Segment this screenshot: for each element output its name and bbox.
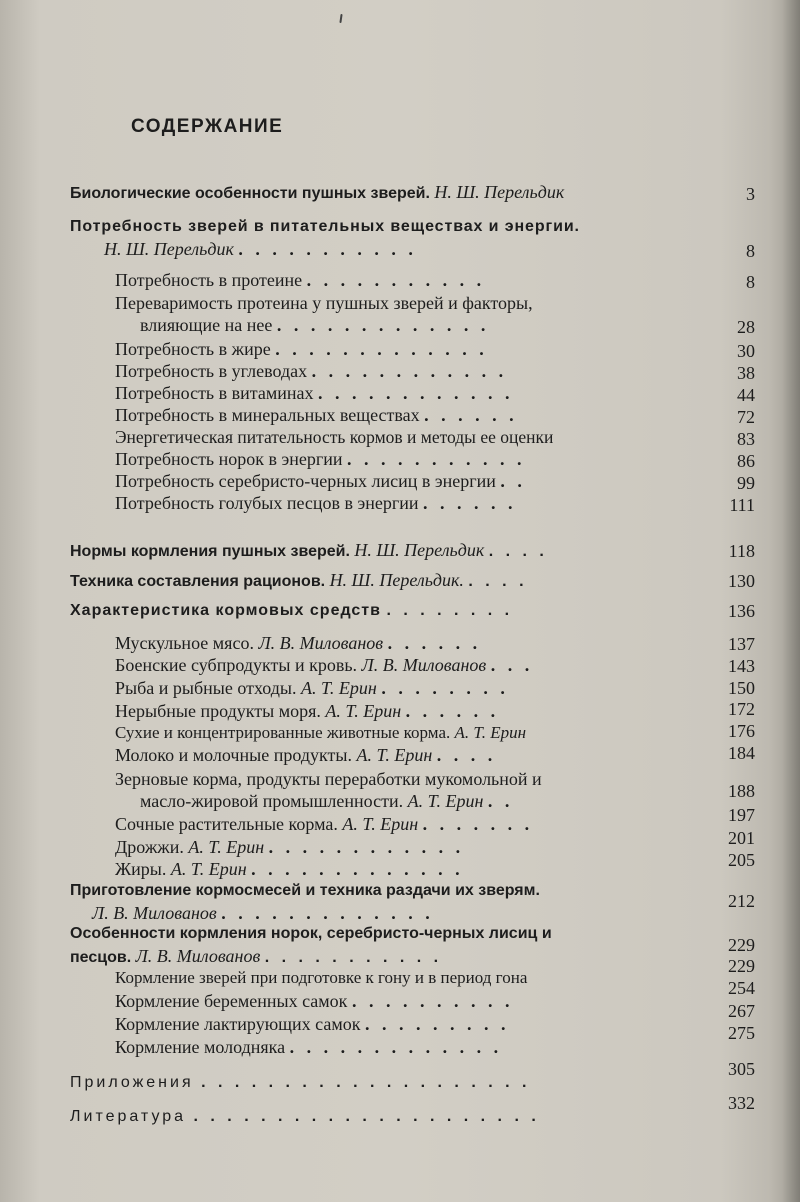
toc-page-number: 150 bbox=[728, 678, 755, 698]
toc-page-number: 267 bbox=[728, 1001, 755, 1021]
toc-subentry: Жиры. А. Т. Ерин . . . . . . . . . . . . . bbox=[115, 859, 464, 879]
toc-page-number: 205 bbox=[728, 850, 755, 870]
page-edge-shadow bbox=[782, 0, 800, 1202]
toc-page-number: 8 bbox=[746, 272, 755, 292]
toc-subentry: Потребность в жире . . . . . . . . . . . . . bbox=[115, 339, 488, 359]
toc-subentry: Сухие и концентрированные животные корма. А. Т. Ерин bbox=[115, 723, 527, 742]
toc-page-number: 197 bbox=[728, 805, 755, 825]
toc-subentry: Переваримость протеина у пушных зверей и факторы, bbox=[115, 293, 533, 313]
toc-entry-author: Л. В. Милованов . . . . . . . . . . . . . bbox=[92, 903, 434, 923]
toc-entry-continued: песцов. Л. В. Милованов . . . . . . . . . . . bbox=[70, 946, 443, 966]
toc-page-number: 136 bbox=[728, 601, 755, 621]
toc-page-number: 111 bbox=[729, 495, 755, 515]
toc-entry: Биологические особенности пушных зверей. Н. Ш. Перельдик bbox=[70, 182, 565, 202]
toc-subentry: Кормление лактирующих самок . . . . . . . . . bbox=[115, 1014, 510, 1034]
toc-page-number: 99 bbox=[737, 473, 755, 493]
toc-subentry: Дрожжи. А. Т. Ерин . . . . . . . . . . . . bbox=[115, 837, 465, 857]
toc-entry: Потребность зверей в питательных веществах и энергии. bbox=[70, 218, 580, 235]
toc-page-number: 83 bbox=[737, 429, 755, 449]
toc-subentry: Потребность в минеральных веществах . . . . . . bbox=[115, 405, 518, 425]
toc-page-number: 172 bbox=[728, 699, 755, 719]
toc-subentry: Рыба и рыбные отходы. А. Т. Ерин . . . . . . . . bbox=[115, 678, 509, 698]
toc-subentry: Потребность голубых песцов в энергии . . . . . . bbox=[115, 493, 517, 513]
toc-page-number: 305 bbox=[728, 1059, 755, 1079]
toc-subentry: Кормление беременных самок . . . . . . . . . . bbox=[115, 991, 514, 1011]
toc-page-number: 188 bbox=[728, 781, 755, 801]
toc-subentry: Зерновые корма, продукты переработки мукомольной и bbox=[115, 769, 542, 789]
toc-page-number: 212 bbox=[728, 891, 755, 911]
toc-subentry: Молоко и молочные продукты. А. Т. Ерин . . . . bbox=[115, 745, 497, 765]
toc-entry: Нормы кормления пушных зверей. Н. Ш. Перельдик . . . . bbox=[70, 540, 548, 560]
toc-subentry: Потребность серебристо-черных лисиц в энергии . . bbox=[115, 471, 526, 491]
print-speck bbox=[339, 14, 342, 23]
toc-page-number: 254 bbox=[728, 978, 755, 998]
toc-entry: Характеристика кормовых средств . . . . . . . . bbox=[70, 602, 514, 619]
toc-page-number: 184 bbox=[728, 743, 755, 763]
toc-page-number: 38 bbox=[737, 363, 755, 383]
toc-subentry: Потребность норок в энергии . . . . . . . . . . . bbox=[115, 449, 526, 469]
toc-entry: Литература . . . . . . . . . . . . . . . . . . . . . bbox=[70, 1108, 540, 1125]
toc-page-number: 86 bbox=[737, 451, 755, 471]
toc-subentry: Сочные растительные корма. А. Т. Ерин . . . . . . . bbox=[115, 814, 534, 834]
toc-page-number: 143 bbox=[728, 656, 755, 676]
toc-entry: Приготовление кормосмесей и техника раздачи их зверям. bbox=[70, 882, 540, 899]
toc-subentry: Энергетическая питательность кормов и методы ее оценки bbox=[115, 427, 554, 447]
toc-page-number: 229 bbox=[728, 935, 755, 955]
toc-entry-author: Н. Ш. Перельдик . . . . . . . . . . . bbox=[104, 239, 417, 259]
toc-page-number: 201 bbox=[728, 828, 755, 848]
toc-page-number: 3 bbox=[746, 184, 755, 204]
toc-subentry: Нерыбные продукты моря. А. Т. Ерин . . . . . . bbox=[115, 701, 500, 721]
toc-subentry: Потребность в протеине . . . . . . . . . . . bbox=[115, 270, 486, 290]
toc-page-number: 130 bbox=[728, 571, 755, 591]
toc-page-number: 229 bbox=[728, 956, 755, 976]
toc-page-number: 275 bbox=[728, 1023, 755, 1043]
toc-entry: Особенности кормления норок, серебристо-черных лисиц и bbox=[70, 925, 552, 942]
toc-subentry: Кормление зверей при подготовке к гону и в период гона bbox=[115, 968, 528, 987]
toc-page-number: 8 bbox=[746, 241, 755, 261]
toc-page-number: 118 bbox=[728, 541, 755, 561]
toc-subentry: Мускульное мясо. Л. В. Милованов . . . . . . bbox=[115, 633, 482, 653]
toc-subentry-continued: влияющие на нее . . . . . . . . . . . . . bbox=[140, 315, 490, 335]
toc-subentry: Потребность в витаминах . . . . . . . . . . . . bbox=[115, 383, 514, 403]
toc-page-number: 30 bbox=[737, 341, 755, 361]
toc-page-number: 137 bbox=[728, 634, 755, 654]
toc-page-number: 176 bbox=[728, 721, 755, 741]
toc-subentry: Боенские субпродукты и кровь. Л. В. Милованов . . . bbox=[115, 655, 534, 675]
toc-subentry: Потребность в углеводах . . . . . . . . . . . . bbox=[115, 361, 508, 381]
toc-page-number: 44 bbox=[737, 385, 755, 405]
toc-page-number: 28 bbox=[737, 317, 755, 337]
toc-subentry: Кормление молодняка . . . . . . . . . . . . . bbox=[115, 1037, 503, 1057]
toc-page-number: 72 bbox=[737, 407, 755, 427]
toc-page-number: 332 bbox=[728, 1093, 755, 1113]
toc-subentry-continued: масло-жировой промышленности. А. Т. Ерин . . bbox=[140, 791, 514, 811]
toc-entry: Приложения . . . . . . . . . . . . . . . . . . . . bbox=[70, 1074, 531, 1091]
toc-entry: Техника составления рационов. Н. Ш. Перельдик. . . . . bbox=[70, 570, 528, 590]
contents-title: СОДЕРЖАНИЕ bbox=[131, 116, 284, 137]
